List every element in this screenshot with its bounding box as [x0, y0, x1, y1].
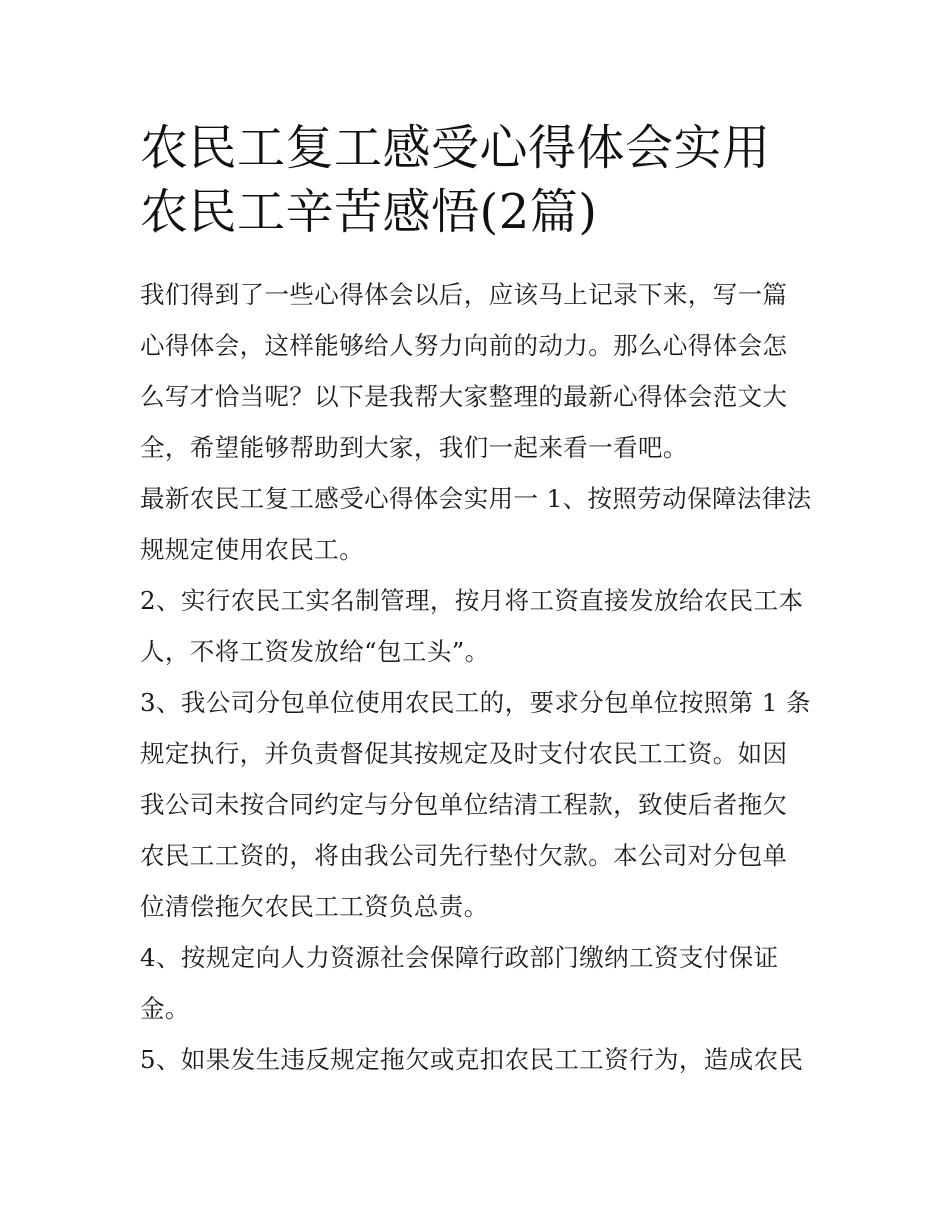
- paragraph-item-1: 最新农民工复工感受心得体会实用一 1、按照劳动保障法律法规规定使用农民工。: [140, 484, 812, 564]
- document-title: [140, 116, 812, 244]
- document-content: [140, 116, 812, 1085]
- paragraph-item-3: 3、我公司分包单位使用农民工的，要求分包单位按照第 1 条规定执行，并负责督促其按规定及时支付农民工工资。如因我公司未按合同约定与分包单位结清工程款，致使后者拖欠农民工工资的，将由我公司先行垫付欠款。本公司对分包单位清偿拖欠农民工工资负总责。: [140, 688, 811, 921]
- paragraph-intro: 我们得到了一些心得体会以后，应该马上记录下来，写一篇心得体会，这样能够给人努力向前的动力。那么心得体会怎么写才恰当呢？以下是我帮大家整理的最新心得体会范文大全，希望能够帮助到大家，我们一起来看一看吧。: [140, 280, 788, 462]
- paragraph-item-5: 5、如果发生违反规定拖欠或克扣农民工工资行为，造成农民: [140, 1045, 804, 1074]
- document-body: [140, 269, 812, 1085]
- paragraph-item-2: 2、实行农民工实名制管理，按月将工资直接发放给农民工本人，不将工资发放给“包工头”。: [140, 586, 804, 666]
- title-line-1: 农民工复工感受心得体会实用: [140, 120, 771, 176]
- paragraph-item-4: 4、按规定向人力资源社会保障行政部门缴纳工资支付保证金。: [140, 943, 779, 1023]
- title-line-2: 农民工辛苦感悟(2篇): [140, 184, 598, 240]
